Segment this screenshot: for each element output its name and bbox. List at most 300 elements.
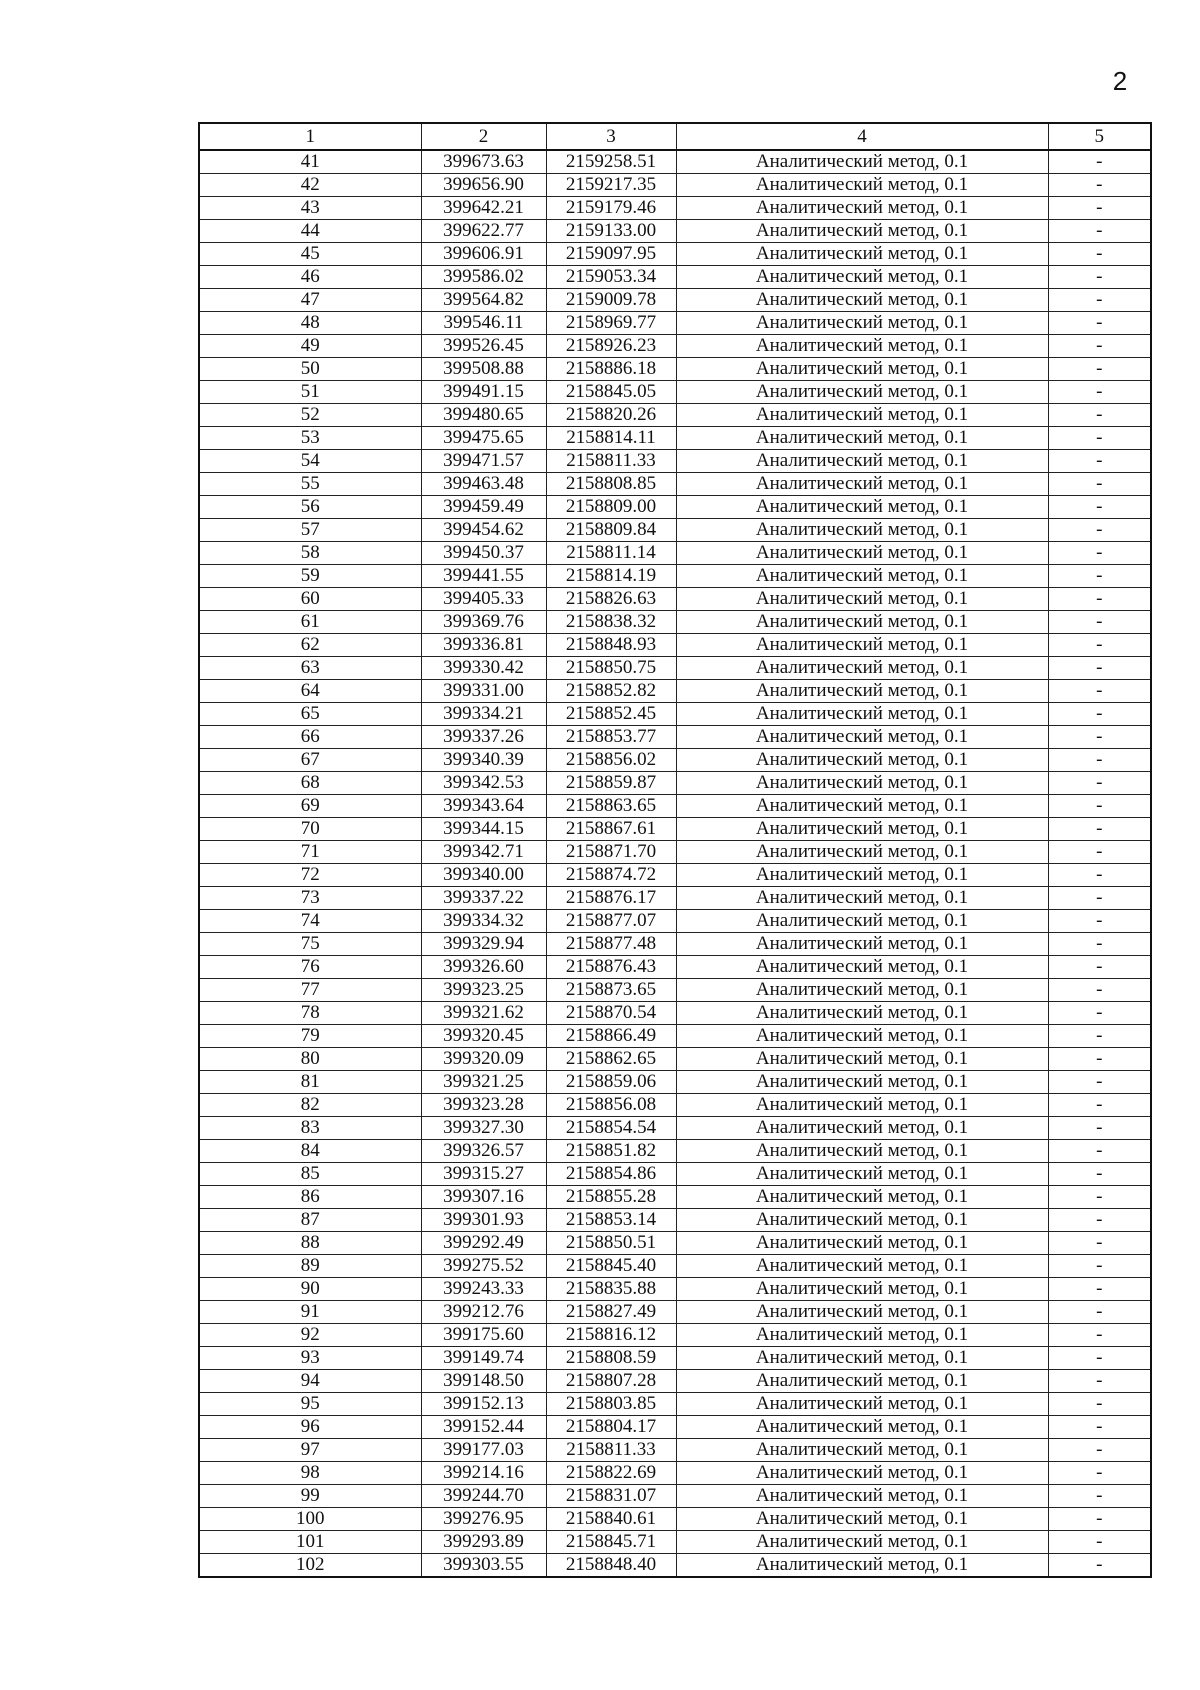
- x-coordinate-cell: 399301.93: [421, 1209, 546, 1232]
- y-coordinate-cell: 2158807.28: [546, 1370, 676, 1393]
- y-coordinate-cell: 2158826.63: [546, 588, 676, 611]
- y-coordinate-cell: 2158856.02: [546, 749, 676, 772]
- method-cell: Аналитический метод, 0.1: [676, 289, 1048, 312]
- table-row: [199, 1025, 1151, 1048]
- y-coordinate-cell: 2158851.82: [546, 1140, 676, 1163]
- header-col-5: 5: [1048, 123, 1151, 150]
- y-coordinate-cell: 2158803.85: [546, 1393, 676, 1416]
- note-cell: -: [1048, 427, 1151, 450]
- note-cell: -: [1048, 1554, 1151, 1578]
- method-cell: Аналитический метод, 0.1: [676, 243, 1048, 266]
- point-number-cell: 85: [199, 1163, 421, 1186]
- note-cell: -: [1048, 358, 1151, 381]
- method-cell: Аналитический метод, 0.1: [676, 933, 1048, 956]
- method-cell: Аналитический метод, 0.1: [676, 1163, 1048, 1186]
- method-cell: Аналитический метод, 0.1: [676, 588, 1048, 611]
- x-coordinate-cell: 399315.27: [421, 1163, 546, 1186]
- note-cell: -: [1048, 680, 1151, 703]
- method-cell: Аналитический метод, 0.1: [676, 1462, 1048, 1485]
- table-row: [199, 427, 1151, 450]
- table-row: [199, 565, 1151, 588]
- note-cell: -: [1048, 496, 1151, 519]
- x-coordinate-cell: 399329.94: [421, 933, 546, 956]
- point-number-cell: 48: [199, 312, 421, 335]
- note-cell: -: [1048, 910, 1151, 933]
- method-cell: Аналитический метод, 0.1: [676, 358, 1048, 381]
- method-cell: Аналитический метод, 0.1: [676, 1324, 1048, 1347]
- point-number-cell: 74: [199, 910, 421, 933]
- method-cell: Аналитический метод, 0.1: [676, 1140, 1048, 1163]
- method-cell: Аналитический метод, 0.1: [676, 381, 1048, 404]
- table-row: [199, 1255, 1151, 1278]
- method-cell: Аналитический метод, 0.1: [676, 703, 1048, 726]
- note-cell: -: [1048, 450, 1151, 473]
- point-number-cell: 52: [199, 404, 421, 427]
- method-cell: Аналитический метод, 0.1: [676, 220, 1048, 243]
- table-row: [199, 542, 1151, 565]
- note-cell: -: [1048, 1370, 1151, 1393]
- point-number-cell: 62: [199, 634, 421, 657]
- x-coordinate-cell: 399480.65: [421, 404, 546, 427]
- y-coordinate-cell: 2158852.82: [546, 680, 676, 703]
- table-row: [199, 1278, 1151, 1301]
- table-body: [199, 150, 1151, 1577]
- x-coordinate-cell: 399334.32: [421, 910, 546, 933]
- method-cell: Аналитический метод, 0.1: [676, 1301, 1048, 1324]
- x-coordinate-cell: 399342.71: [421, 841, 546, 864]
- y-coordinate-cell: 2158877.07: [546, 910, 676, 933]
- point-number-cell: 68: [199, 772, 421, 795]
- table-row: [199, 1140, 1151, 1163]
- point-number-cell: 50: [199, 358, 421, 381]
- method-cell: Аналитический метод, 0.1: [676, 1117, 1048, 1140]
- method-cell: Аналитический метод, 0.1: [676, 450, 1048, 473]
- table-row: [199, 657, 1151, 680]
- x-coordinate-cell: 399463.48: [421, 473, 546, 496]
- point-number-cell: 69: [199, 795, 421, 818]
- method-cell: Аналитический метод, 0.1: [676, 979, 1048, 1002]
- method-cell: Аналитический метод, 0.1: [676, 1416, 1048, 1439]
- table-row: [199, 1393, 1151, 1416]
- point-number-cell: 54: [199, 450, 421, 473]
- table-row: [199, 979, 1151, 1002]
- x-coordinate-cell: 399450.37: [421, 542, 546, 565]
- table-row: [199, 381, 1151, 404]
- table-row: [199, 1462, 1151, 1485]
- y-coordinate-cell: 2158831.07: [546, 1485, 676, 1508]
- y-coordinate-cell: 2158811.33: [546, 1439, 676, 1462]
- point-number-cell: 51: [199, 381, 421, 404]
- x-coordinate-cell: 399622.77: [421, 220, 546, 243]
- point-number-cell: 88: [199, 1232, 421, 1255]
- x-coordinate-cell: 399152.44: [421, 1416, 546, 1439]
- table-row: [199, 1485, 1151, 1508]
- y-coordinate-cell: 2158811.33: [546, 450, 676, 473]
- note-cell: -: [1048, 1439, 1151, 1462]
- point-number-cell: 72: [199, 864, 421, 887]
- table-row: [199, 795, 1151, 818]
- method-cell: Аналитический метод, 0.1: [676, 1347, 1048, 1370]
- point-number-cell: 66: [199, 726, 421, 749]
- point-number-cell: 96: [199, 1416, 421, 1439]
- table-row: [199, 312, 1151, 335]
- table-row: [199, 404, 1151, 427]
- header-col-3: 3: [546, 123, 676, 150]
- x-coordinate-cell: 399323.25: [421, 979, 546, 1002]
- y-coordinate-cell: 2158835.88: [546, 1278, 676, 1301]
- note-cell: -: [1048, 1048, 1151, 1071]
- table-row: [199, 611, 1151, 634]
- note-cell: -: [1048, 1186, 1151, 1209]
- y-coordinate-cell: 2158886.18: [546, 358, 676, 381]
- note-cell: -: [1048, 174, 1151, 197]
- x-coordinate-cell: 399175.60: [421, 1324, 546, 1347]
- point-number-cell: 84: [199, 1140, 421, 1163]
- x-coordinate-cell: 399326.57: [421, 1140, 546, 1163]
- table-row: [199, 1439, 1151, 1462]
- table-row: [199, 864, 1151, 887]
- x-coordinate-cell: 399177.03: [421, 1439, 546, 1462]
- method-cell: Аналитический метод, 0.1: [676, 312, 1048, 335]
- x-coordinate-cell: 399320.09: [421, 1048, 546, 1071]
- table-row: [199, 1186, 1151, 1209]
- y-coordinate-cell: 2158845.71: [546, 1531, 676, 1554]
- x-coordinate-cell: 399331.00: [421, 680, 546, 703]
- y-coordinate-cell: 2158804.17: [546, 1416, 676, 1439]
- y-coordinate-cell: 2158926.23: [546, 335, 676, 358]
- note-cell: -: [1048, 220, 1151, 243]
- point-number-cell: 53: [199, 427, 421, 450]
- x-coordinate-cell: 399330.42: [421, 657, 546, 680]
- y-coordinate-cell: 2158850.75: [546, 657, 676, 680]
- method-cell: Аналитический метод, 0.1: [676, 1554, 1048, 1578]
- point-number-cell: 100: [199, 1508, 421, 1531]
- note-cell: -: [1048, 1209, 1151, 1232]
- page-number: 2: [1112, 66, 1128, 96]
- note-cell: -: [1048, 150, 1151, 174]
- table-row: [199, 1163, 1151, 1186]
- note-cell: -: [1048, 956, 1151, 979]
- x-coordinate-cell: 399323.28: [421, 1094, 546, 1117]
- table-row: [199, 1048, 1151, 1071]
- note-cell: -: [1048, 588, 1151, 611]
- table-row: [199, 1416, 1151, 1439]
- y-coordinate-cell: 2158871.70: [546, 841, 676, 864]
- x-coordinate-cell: 399243.33: [421, 1278, 546, 1301]
- point-number-cell: 89: [199, 1255, 421, 1278]
- y-coordinate-cell: 2158808.85: [546, 473, 676, 496]
- y-coordinate-cell: 2158867.61: [546, 818, 676, 841]
- table-row: [199, 335, 1151, 358]
- y-coordinate-cell: 2158840.61: [546, 1508, 676, 1531]
- x-coordinate-cell: 399321.25: [421, 1071, 546, 1094]
- method-cell: Аналитический метод, 0.1: [676, 197, 1048, 220]
- x-coordinate-cell: 399293.89: [421, 1531, 546, 1554]
- point-number-cell: 87: [199, 1209, 421, 1232]
- note-cell: -: [1048, 1278, 1151, 1301]
- table-row: [199, 726, 1151, 749]
- note-cell: -: [1048, 933, 1151, 956]
- point-number-cell: 70: [199, 818, 421, 841]
- note-cell: -: [1048, 1232, 1151, 1255]
- y-coordinate-cell: 2158870.54: [546, 1002, 676, 1025]
- method-cell: Аналитический метод, 0.1: [676, 910, 1048, 933]
- note-cell: -: [1048, 473, 1151, 496]
- note-cell: -: [1048, 772, 1151, 795]
- table-row: [199, 289, 1151, 312]
- point-number-cell: 80: [199, 1048, 421, 1071]
- y-coordinate-cell: 2158866.49: [546, 1025, 676, 1048]
- table-row: [199, 1301, 1151, 1324]
- x-coordinate-cell: 399320.45: [421, 1025, 546, 1048]
- point-number-cell: 49: [199, 335, 421, 358]
- y-coordinate-cell: 2158859.06: [546, 1071, 676, 1094]
- x-coordinate-cell: 399471.57: [421, 450, 546, 473]
- method-cell: Аналитический метод, 0.1: [676, 1255, 1048, 1278]
- y-coordinate-cell: 2158853.14: [546, 1209, 676, 1232]
- x-coordinate-cell: 399327.30: [421, 1117, 546, 1140]
- x-coordinate-cell: 399340.00: [421, 864, 546, 887]
- x-coordinate-cell: 399148.50: [421, 1370, 546, 1393]
- point-number-cell: 71: [199, 841, 421, 864]
- y-coordinate-cell: 2159097.95: [546, 243, 676, 266]
- table-row: [199, 772, 1151, 795]
- y-coordinate-cell: 2158845.40: [546, 1255, 676, 1278]
- x-coordinate-cell: 399586.02: [421, 266, 546, 289]
- point-number-cell: 59: [199, 565, 421, 588]
- x-coordinate-cell: 399214.16: [421, 1462, 546, 1485]
- y-coordinate-cell: 2159217.35: [546, 174, 676, 197]
- point-number-cell: 93: [199, 1347, 421, 1370]
- y-coordinate-cell: 2158854.86: [546, 1163, 676, 1186]
- y-coordinate-cell: 2158850.51: [546, 1232, 676, 1255]
- table-row: [199, 358, 1151, 381]
- y-coordinate-cell: 2158969.77: [546, 312, 676, 335]
- point-number-cell: 65: [199, 703, 421, 726]
- method-cell: Аналитический метод, 0.1: [676, 657, 1048, 680]
- table-row: [199, 956, 1151, 979]
- table-row: [199, 1209, 1151, 1232]
- point-number-cell: 91: [199, 1301, 421, 1324]
- point-number-cell: 77: [199, 979, 421, 1002]
- x-coordinate-cell: 399152.13: [421, 1393, 546, 1416]
- point-number-cell: 102: [199, 1554, 421, 1578]
- x-coordinate-cell: 399343.64: [421, 795, 546, 818]
- x-coordinate-cell: 399606.91: [421, 243, 546, 266]
- point-number-cell: 63: [199, 657, 421, 680]
- table-row: [199, 1324, 1151, 1347]
- table-row: [199, 1071, 1151, 1094]
- note-cell: -: [1048, 312, 1151, 335]
- table-row: [199, 1554, 1151, 1578]
- note-cell: -: [1048, 404, 1151, 427]
- note-cell: -: [1048, 749, 1151, 772]
- point-number-cell: 81: [199, 1071, 421, 1094]
- x-coordinate-cell: 399526.45: [421, 335, 546, 358]
- method-cell: Аналитический метод, 0.1: [676, 150, 1048, 174]
- note-cell: -: [1048, 519, 1151, 542]
- coordinates-table: [198, 122, 1152, 1578]
- method-cell: Аналитический метод, 0.1: [676, 519, 1048, 542]
- method-cell: Аналитический метод, 0.1: [676, 1439, 1048, 1462]
- point-number-cell: 46: [199, 266, 421, 289]
- method-cell: Аналитический метод, 0.1: [676, 726, 1048, 749]
- y-coordinate-cell: 2158822.69: [546, 1462, 676, 1485]
- x-coordinate-cell: 399459.49: [421, 496, 546, 519]
- note-cell: -: [1048, 1462, 1151, 1485]
- table-row: [199, 519, 1151, 542]
- point-number-cell: 79: [199, 1025, 421, 1048]
- x-coordinate-cell: 399642.21: [421, 197, 546, 220]
- x-coordinate-cell: 399334.21: [421, 703, 546, 726]
- note-cell: -: [1048, 1416, 1151, 1439]
- method-cell: Аналитический метод, 0.1: [676, 565, 1048, 588]
- table-row: [199, 1117, 1151, 1140]
- y-coordinate-cell: 2158876.17: [546, 887, 676, 910]
- method-cell: Аналитический метод, 0.1: [676, 634, 1048, 657]
- method-cell: Аналитический метод, 0.1: [676, 1048, 1048, 1071]
- table-row: [199, 1508, 1151, 1531]
- point-number-cell: 61: [199, 611, 421, 634]
- note-cell: -: [1048, 634, 1151, 657]
- point-number-cell: 73: [199, 887, 421, 910]
- note-cell: -: [1048, 565, 1151, 588]
- note-cell: -: [1048, 703, 1151, 726]
- table-row: [199, 680, 1151, 703]
- method-cell: Аналитический метод, 0.1: [676, 956, 1048, 979]
- method-cell: Аналитический метод, 0.1: [676, 427, 1048, 450]
- x-coordinate-cell: 399369.76: [421, 611, 546, 634]
- note-cell: -: [1048, 887, 1151, 910]
- method-cell: Аналитический метод, 0.1: [676, 1094, 1048, 1117]
- y-coordinate-cell: 2158852.45: [546, 703, 676, 726]
- method-cell: Аналитический метод, 0.1: [676, 1508, 1048, 1531]
- y-coordinate-cell: 2158838.32: [546, 611, 676, 634]
- x-coordinate-cell: 399292.49: [421, 1232, 546, 1255]
- note-cell: -: [1048, 1071, 1151, 1094]
- point-number-cell: 42: [199, 174, 421, 197]
- y-coordinate-cell: 2159053.34: [546, 266, 676, 289]
- x-coordinate-cell: 399307.16: [421, 1186, 546, 1209]
- y-coordinate-cell: 2158853.77: [546, 726, 676, 749]
- method-cell: Аналитический метод, 0.1: [676, 818, 1048, 841]
- x-coordinate-cell: 399336.81: [421, 634, 546, 657]
- note-cell: -: [1048, 611, 1151, 634]
- point-number-cell: 90: [199, 1278, 421, 1301]
- point-number-cell: 56: [199, 496, 421, 519]
- point-number-cell: 60: [199, 588, 421, 611]
- method-cell: Аналитический метод, 0.1: [676, 1186, 1048, 1209]
- x-coordinate-cell: 399275.52: [421, 1255, 546, 1278]
- note-cell: -: [1048, 795, 1151, 818]
- x-coordinate-cell: 399656.90: [421, 174, 546, 197]
- y-coordinate-cell: 2158809.00: [546, 496, 676, 519]
- note-cell: -: [1048, 289, 1151, 312]
- point-number-cell: 97: [199, 1439, 421, 1462]
- point-number-cell: 101: [199, 1531, 421, 1554]
- table-row: [199, 588, 1151, 611]
- point-number-cell: 92: [199, 1324, 421, 1347]
- x-coordinate-cell: 399337.22: [421, 887, 546, 910]
- table-row: [199, 197, 1151, 220]
- table-row: [199, 1232, 1151, 1255]
- method-cell: Аналитический метод, 0.1: [676, 1232, 1048, 1255]
- table-row: [199, 910, 1151, 933]
- x-coordinate-cell: 399303.55: [421, 1554, 546, 1578]
- method-cell: Аналитический метод, 0.1: [676, 749, 1048, 772]
- method-cell: Аналитический метод, 0.1: [676, 266, 1048, 289]
- y-coordinate-cell: 2158873.65: [546, 979, 676, 1002]
- note-cell: -: [1048, 818, 1151, 841]
- point-number-cell: 82: [199, 1094, 421, 1117]
- y-coordinate-cell: 2158845.05: [546, 381, 676, 404]
- point-number-cell: 86: [199, 1186, 421, 1209]
- method-cell: Аналитический метод, 0.1: [676, 404, 1048, 427]
- point-number-cell: 58: [199, 542, 421, 565]
- note-cell: -: [1048, 864, 1151, 887]
- table-row: [199, 150, 1151, 174]
- y-coordinate-cell: 2159009.78: [546, 289, 676, 312]
- table-row: [199, 1002, 1151, 1025]
- x-coordinate-cell: 399564.82: [421, 289, 546, 312]
- point-number-cell: 99: [199, 1485, 421, 1508]
- x-coordinate-cell: 399673.63: [421, 150, 546, 174]
- note-cell: -: [1048, 266, 1151, 289]
- method-cell: Аналитический метод, 0.1: [676, 841, 1048, 864]
- note-cell: -: [1048, 657, 1151, 680]
- y-coordinate-cell: 2158814.19: [546, 565, 676, 588]
- method-cell: Аналитический метод, 0.1: [676, 1025, 1048, 1048]
- x-coordinate-cell: 399405.33: [421, 588, 546, 611]
- table-row: [199, 703, 1151, 726]
- y-coordinate-cell: 2158859.87: [546, 772, 676, 795]
- table-row: [199, 1531, 1151, 1554]
- method-cell: Аналитический метод, 0.1: [676, 174, 1048, 197]
- note-cell: -: [1048, 1485, 1151, 1508]
- x-coordinate-cell: 399454.62: [421, 519, 546, 542]
- y-coordinate-cell: 2158876.43: [546, 956, 676, 979]
- y-coordinate-cell: 2158811.14: [546, 542, 676, 565]
- point-number-cell: 76: [199, 956, 421, 979]
- x-coordinate-cell: 399149.74: [421, 1347, 546, 1370]
- point-number-cell: 45: [199, 243, 421, 266]
- table-row: [199, 266, 1151, 289]
- point-number-cell: 55: [199, 473, 421, 496]
- method-cell: Аналитический метод, 0.1: [676, 1002, 1048, 1025]
- table-header: [199, 123, 1151, 150]
- x-coordinate-cell: 399244.70: [421, 1485, 546, 1508]
- note-cell: -: [1048, 381, 1151, 404]
- note-cell: -: [1048, 1002, 1151, 1025]
- y-coordinate-cell: 2158877.48: [546, 933, 676, 956]
- header-col-4: 4: [676, 123, 1048, 150]
- y-coordinate-cell: 2158856.08: [546, 1094, 676, 1117]
- point-number-cell: 67: [199, 749, 421, 772]
- point-number-cell: 83: [199, 1117, 421, 1140]
- y-coordinate-cell: 2158854.54: [546, 1117, 676, 1140]
- note-cell: -: [1048, 1393, 1151, 1416]
- table-row: [199, 220, 1151, 243]
- note-cell: -: [1048, 1301, 1151, 1324]
- x-coordinate-cell: 399212.76: [421, 1301, 546, 1324]
- point-number-cell: 57: [199, 519, 421, 542]
- table-row: [199, 634, 1151, 657]
- x-coordinate-cell: 399276.95: [421, 1508, 546, 1531]
- point-number-cell: 47: [199, 289, 421, 312]
- note-cell: -: [1048, 243, 1151, 266]
- x-coordinate-cell: 399342.53: [421, 772, 546, 795]
- y-coordinate-cell: 2158820.26: [546, 404, 676, 427]
